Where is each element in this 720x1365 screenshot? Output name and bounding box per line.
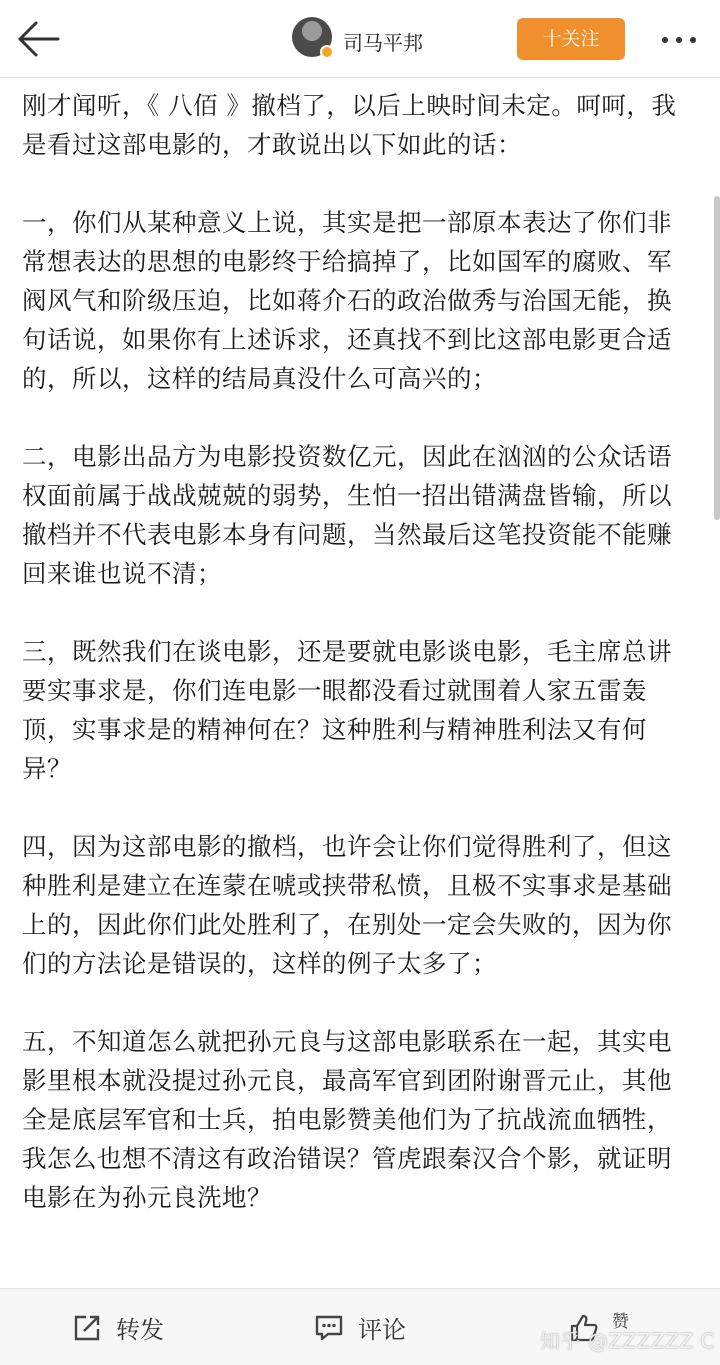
comment-label: 评论: [358, 1316, 406, 1344]
watermark: 知乎 @ZZZZZZ C: [540, 1329, 715, 1353]
author-avatar[interactable]: [292, 17, 332, 57]
comment-icon: [314, 1313, 344, 1343]
paragraph: 一，你们从某种意义上说，其实是把一部原本表达了你们非常想表达的思想的电影终于给搞掉了，比如国军的腐败、军阀风气和阶级压迫，比如蒋介石的政治做秀与治国无能，换句话说，如果你有上述诉求，还真找不到比这部电影更合适的，所以，这样的结局真没什么可高兴的；: [22, 208, 672, 393]
more-dots-icon[interactable]: [658, 28, 704, 52]
verified-badge-icon: [320, 45, 334, 59]
like-label: 赞: [612, 1312, 629, 1332]
paragraph: 刚才闻听，《 八佰 》撤档了，以后上映时间未定。呵呵，我是看过这部电影的，才敢说出以下如此的话：: [22, 91, 677, 159]
share-icon: [72, 1313, 102, 1343]
paragraph: 二，电影出品方为电影投资数亿元，因此在汹汹的公众话语权面前属于战战兢兢的弱势，生怕一招出错满盘皆输，所以撤档并不代表电影本身有问题，当然最后这笔投资能不能赚回来谁也说不清；: [22, 442, 672, 588]
paragraph: 三，既然我们在谈电影，还是要就电影谈电影，毛主席总讲要实事求是，你们连电影一眼都没看过就围着人家五雷轰顶，实事求是的精神何在？这种胜利与精神胜利法又有何异？: [22, 637, 672, 783]
comment-button[interactable]: [314, 1289, 406, 1365]
scrollbar[interactable]: [714, 196, 720, 520]
paragraph: 五，不知道怎么就把孙元良与这部电影联系在一起，其实电影里根本就没提过孙元良，最高军官到团附谢晋元止，其他全是底层军官和士兵，拍电影赞美他们为了抗战流血牺牲，我怎么也想不清这有政治错误？管虎跟秦汉合个影，就证明电影在为孙元良洗地？: [22, 1027, 672, 1212]
repost-label: 转发: [116, 1316, 164, 1344]
article-body: [22, 86, 690, 1256]
paragraph: 四，因为这部电影的撤档，也许会让你们觉得胜利了，但这种胜利是建立在连蒙在唬或挟带私愤，且极不实事求是基础上的，因此你们此处胜利了，在别处一定会失败的，因为你们的方法论是错误的，这样的例子太多了；: [22, 832, 672, 978]
back-arrow-icon: [14, 18, 64, 60]
top-bar: [0, 0, 720, 78]
follow-button[interactable]: 十关注: [517, 18, 625, 60]
repost-button[interactable]: [72, 1289, 164, 1365]
author-name[interactable]: 司马平邦: [343, 31, 423, 55]
back-button[interactable]: [14, 18, 64, 60]
